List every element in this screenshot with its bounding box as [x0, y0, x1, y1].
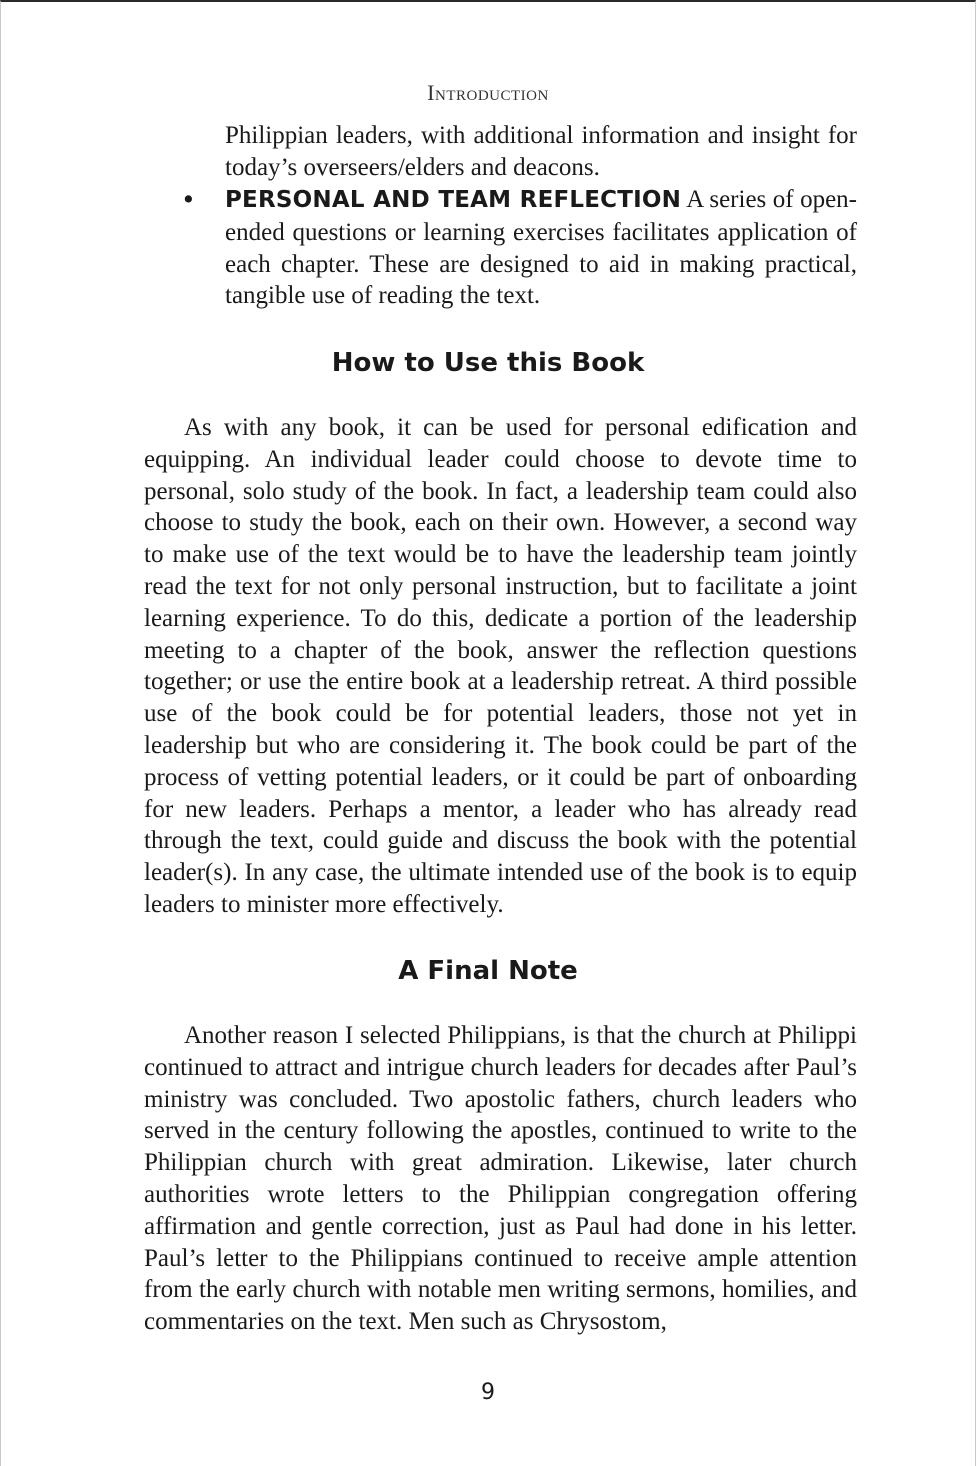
page-number: 9 — [481, 1380, 495, 1405]
bullet-text: A series of open-ended questions or learning exercises facilitates application of each chapter. These are designed to aid in making practical, tangible use of reading the text. — [225, 186, 857, 310]
section-paragraph-final-note: Another reason I selected Philippians, is that the church at Philippi continued to attract and intrigue church leaders for decades after Paul’s ministry was concluded. Two apostolic fathers, church leaders who served in the century following the apostles, continued to write to the Philippian church with great admiration. Likewise, later church authorities wrote letters to the Philippian congregation offering affirmation and gentle correction, just as Paul had done in his letter. Paul’s letter to the Philippians continued to receive ample attention from the early church with notable men writing sermons, homilies, and commentaries on the text. Men such as Chrysostom, — [144, 1022, 857, 1336]
bullet-icon: • — [181, 185, 196, 214]
running-head: Introduction — [427, 80, 549, 105]
section-heading-how-to-use: How to Use this Book — [331, 348, 645, 378]
bullet-lead: PERSONAL AND TEAM REFLECTION — [225, 187, 682, 213]
section-paragraph-how-to-use: As with any book, it can be used for personal edification and equipping. An individual leader could choose to devote time to personal, solo study of the book. In fact, a leadership team could also choose to study the book, each on their own. However, a second way to make use of the text would be to have the leadership team jointly read the text for not only personal instruction, but to facilitate a joint learning experience. To do this, dedicate a portion of the leadership meeting to a chapter of the book, answer the reflection questions together; or use the entire book at a leadership retreat. A third possible use of the book could be for potential leaders, those not yet in leadership but who are considering it. The book could be part of the process of vetting potential leaders, or it could be part of onboarding for new leaders. Perhaps a mentor, a leader who has already read through the text, could guide and discuss the book with the potential leader(s). In any case, the ultimate intended use of the book is to equip leaders to minister more effectively. — [144, 414, 857, 918]
section-heading-final-note: A Final Note — [398, 956, 578, 986]
bullet-item-reflection — [225, 184, 857, 312]
continuation-paragraph: Philippian leaders, with additional information and insight for today’s overseers/elders and deacons. — [225, 122, 857, 181]
